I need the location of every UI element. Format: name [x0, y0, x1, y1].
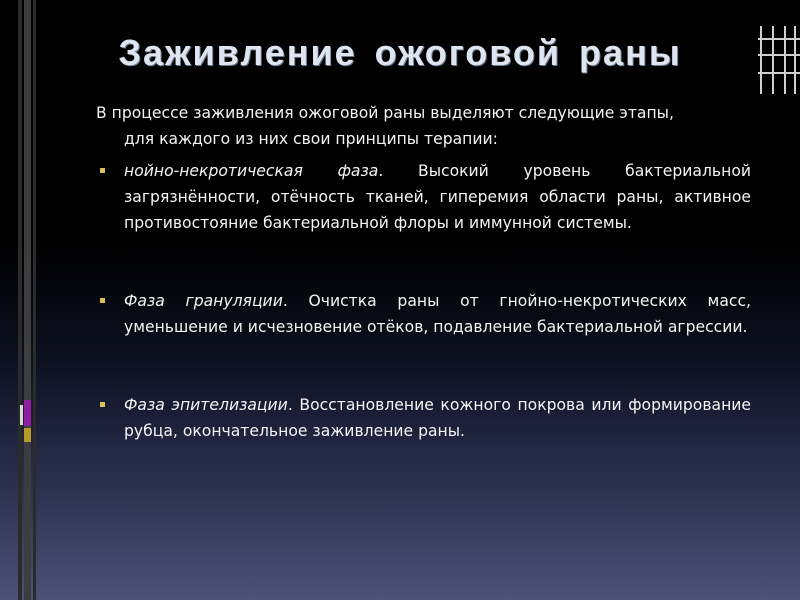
bullet-icon: [100, 402, 105, 407]
slide-content: [96, 100, 751, 496]
decor-bar: [18, 0, 22, 600]
list-item: [96, 288, 751, 340]
phase-name: Фаза эпителизации: [124, 396, 288, 414]
decor-accent-gold: [24, 428, 31, 442]
decor-accent-white: [20, 405, 23, 425]
slide-title: Заживление ожоговой раны: [118, 32, 682, 73]
bullet-icon: [100, 298, 105, 303]
decor-accent-purple: [24, 400, 31, 426]
intro-line-1: В процессе заживления ожоговой раны выделяют следующие этапы,: [96, 104, 674, 122]
list-item: [96, 392, 751, 444]
corner-line: [758, 72, 800, 74]
list-item: [96, 158, 751, 236]
intro-paragraph: [96, 100, 751, 152]
corner-line: [772, 26, 774, 94]
left-edge-decoration: [0, 0, 40, 600]
corner-line: [758, 38, 800, 40]
corner-line: [760, 26, 762, 94]
intro-line-2: для каждого из них свои принципы терапии:: [124, 130, 498, 148]
phase-description: . Высокий уровень бактериальной загрязнённости, отёчность тканей, гиперемия области раны, активное противостояние бактериальной флоры и иммунной системы.: [124, 162, 751, 232]
phase-name: Фаза грануляции: [124, 292, 283, 310]
corner-line: [794, 26, 796, 94]
decor-bar: [24, 0, 31, 600]
corner-grid-decoration: [758, 26, 800, 106]
phase-name: нойно-некротическая фаза: [124, 162, 379, 180]
phase-list: [96, 158, 751, 444]
bullet-icon: [100, 168, 105, 173]
phase-description: . Восстановление кожного покрова или формирование рубца, окончательное заживление раны.: [124, 396, 751, 440]
corner-line: [784, 26, 786, 94]
decor-bar: [33, 0, 36, 600]
corner-line: [758, 54, 800, 56]
phase-description: . Очистка раны от гнойно-некротических масс, уменьшение и исчезновение отёков, подавление бактериальной агрессии.: [124, 292, 751, 336]
